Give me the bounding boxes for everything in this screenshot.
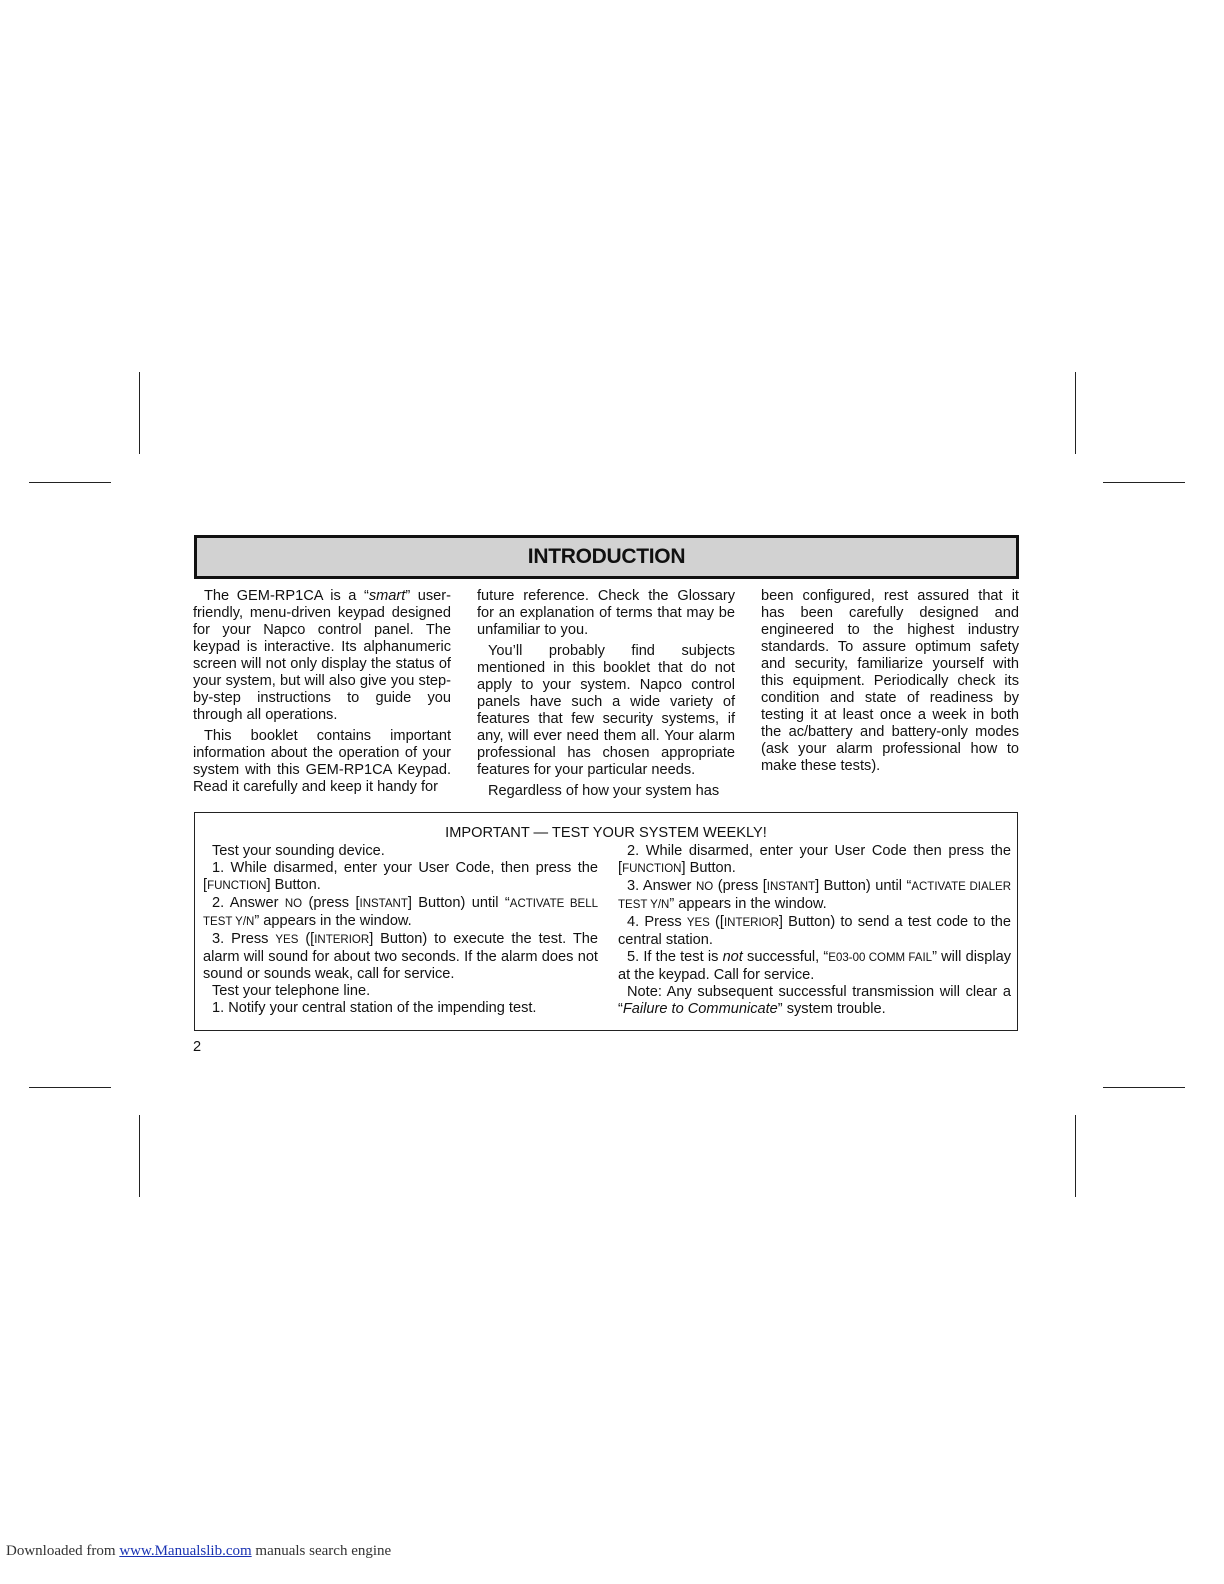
display-message: ACTIVATE DIALER TEST Y/N xyxy=(618,881,1011,911)
text: ] Button. xyxy=(681,860,736,876)
notice-column-1 xyxy=(203,843,598,1017)
note-label: Note xyxy=(627,984,658,1000)
text: ” will display at the keypad. Call for service. xyxy=(618,949,1011,983)
key-label: INTERIOR xyxy=(723,917,779,929)
key-label: INSTANT xyxy=(359,898,408,910)
text: 2. While disarmed, enter your User Code then press the [ xyxy=(618,843,1011,876)
step xyxy=(203,931,598,983)
text: 1. While disarmed, enter your User Code, then press the [ xyxy=(203,860,598,893)
text: ” appears in the window. xyxy=(254,913,412,929)
important-heading: IMPORTANT — TEST YOUR SYSTEM WEEKLY! xyxy=(445,825,767,841)
key-label: INTERIOR xyxy=(314,934,370,946)
step xyxy=(618,949,1011,984)
crop-mark xyxy=(1103,1087,1185,1088)
intro-paragraph: You’ll probably find subjects mentioned in this booklet that do not apply to your system. Napco control panels have such a wide variety of features that few security systems, if any, will ever need them all. Your alarm professional has chosen appropriate features for your particular needs. xyxy=(477,643,735,778)
text: ] Button) to send a test code to the central station. xyxy=(618,914,1011,948)
subheading-sounding-device: Test your sounding device. xyxy=(212,843,385,859)
text: ] Button. xyxy=(266,877,321,893)
crop-mark xyxy=(1075,1115,1076,1197)
text: 2. Answer xyxy=(212,895,285,911)
emphasis: not xyxy=(722,949,743,965)
text: ” system trouble. xyxy=(777,1001,886,1017)
text: 3. Answer xyxy=(627,878,696,894)
note xyxy=(618,984,1011,1018)
step xyxy=(618,843,1011,878)
emphasis: Failure to Communicate xyxy=(622,1001,778,1017)
text: 4. Press xyxy=(627,914,687,930)
intro-column-2 xyxy=(477,588,735,804)
step: 1. Notify your central station of the impending test. xyxy=(212,1000,537,1016)
footer-text: Downloaded from xyxy=(6,1543,120,1559)
text: ] Button) until “ xyxy=(815,878,912,894)
text: (press [ xyxy=(713,878,767,894)
text: ] Button) until “ xyxy=(407,895,510,911)
text: (press [ xyxy=(302,895,360,911)
crop-mark xyxy=(29,482,111,483)
text: ” user-friendly, menu-driven keypad designed for your Napco control panel. The keypad is interactive. Its alphanumeric screen will not only display the status of your system, but will also give you step-by-step instructions to guide you through all operations. xyxy=(193,588,451,723)
key-label: YES xyxy=(686,917,710,929)
intro-paragraph xyxy=(193,588,451,724)
section-title-bar xyxy=(194,535,1019,579)
important-notice-box xyxy=(194,812,1018,1031)
intro-paragraph: Regardless of how your system has xyxy=(488,783,720,799)
intro-paragraph: been configured, rest assured that it has been carefully designed and engineered to the highest industry standards. To assure optimum safety and security, familiarize yourself with this equipment. Periodically check its condition and state of readiness by testing it at least once a week in both the ac/battery and battery-only modes (ask your alarm professional how to make these tests). xyxy=(761,588,1019,774)
key-label: INSTANT xyxy=(766,881,816,893)
key-label: YES xyxy=(275,934,299,946)
display-message: ACTIVATE BELL TEST Y/N xyxy=(203,898,598,928)
text: : Any subsequent successful transmission will clear a “ xyxy=(618,984,1011,1017)
step xyxy=(618,914,1011,949)
key-label: FUNCTION xyxy=(207,880,267,892)
key-label: FUNCTION xyxy=(622,863,682,875)
footer-text: manuals search engine xyxy=(251,1543,392,1559)
crop-mark xyxy=(1075,372,1076,454)
text: ” appears in the window. xyxy=(669,896,827,912)
crop-mark xyxy=(139,1115,140,1197)
text: ] Button) to execute the test. The alarm will sound for about two seconds. If the alarm does not sound or sounds weak, call for service. xyxy=(203,931,598,982)
manualslib-link[interactable]: www.Manualslib.com xyxy=(119,1543,252,1559)
text: ([ xyxy=(298,931,315,947)
text: 3. Press xyxy=(212,931,276,947)
text: The GEM-RP1CA is a “ xyxy=(204,588,369,604)
step xyxy=(203,860,598,895)
emphasis: smart xyxy=(368,588,406,604)
text: successful, “ xyxy=(742,949,829,965)
page-number: 2 xyxy=(193,1039,202,1055)
crop-mark xyxy=(29,1087,111,1088)
intro-paragraph: This booklet contains important information about the operation of your system with this GEM-RP1CA Keypad. Read it carefully and keep it handy for xyxy=(193,728,451,795)
intro-column-1 xyxy=(193,588,451,800)
key-label: NO xyxy=(284,898,303,910)
key-label: NO xyxy=(695,881,714,893)
text: 5. If the test is xyxy=(627,949,723,965)
notice-column-2 xyxy=(618,843,1011,1018)
crop-mark xyxy=(1103,482,1185,483)
step xyxy=(203,895,598,931)
step xyxy=(618,878,1011,914)
subheading-telephone-line: Test your telephone line. xyxy=(212,983,371,999)
text: ([ xyxy=(709,914,724,930)
intro-column-3 xyxy=(761,588,1019,779)
intro-paragraph: future reference. Check the Glossary for an explanation of terms that may be unfamiliar to you. xyxy=(477,588,735,638)
download-footer xyxy=(6,1543,391,1560)
section-title: INTRODUCTION xyxy=(527,545,686,568)
display-message: E03-00 COMM FAIL xyxy=(828,952,933,964)
crop-mark xyxy=(139,372,140,454)
